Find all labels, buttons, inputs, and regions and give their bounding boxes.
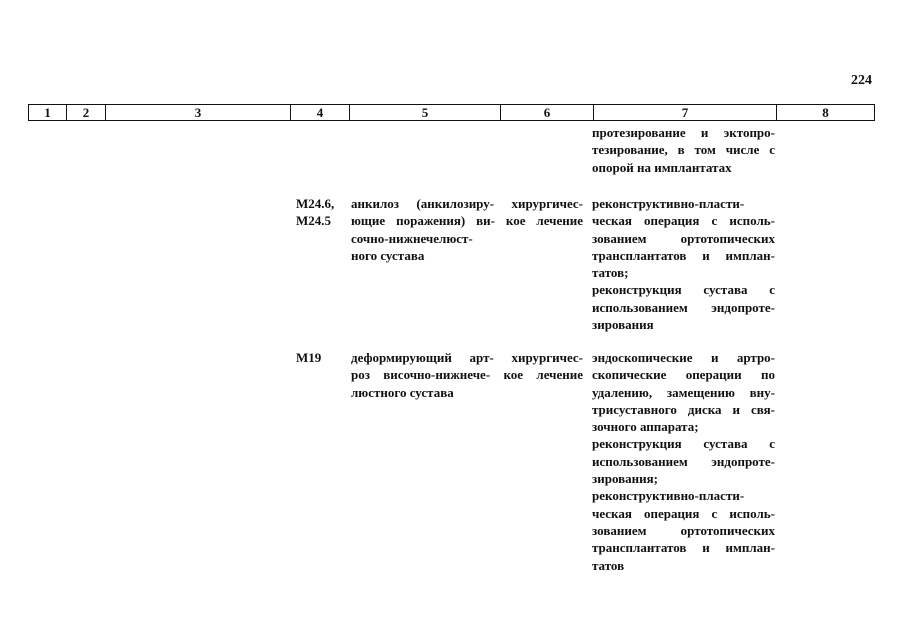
text-line: зирования bbox=[592, 317, 654, 333]
header-col-4: 4 bbox=[291, 105, 350, 120]
text-line: скопические операции по bbox=[592, 367, 775, 383]
row2-method bbox=[592, 349, 775, 574]
row1-diagnosis-treatment bbox=[351, 195, 583, 264]
header-col-6: 6 bbox=[501, 105, 594, 120]
text-line: татов bbox=[592, 557, 625, 573]
header-col-8: 8 bbox=[822, 105, 829, 120]
row2-diagnosis-treatment bbox=[351, 349, 583, 401]
text-line: зирования; bbox=[592, 471, 658, 487]
text-line: ческая операция с исполь- bbox=[592, 213, 775, 229]
header-col-3: 3 bbox=[106, 105, 291, 120]
text-line: M24.5 bbox=[296, 213, 332, 229]
text-line: сочно-нижнечелюст- bbox=[351, 230, 473, 246]
text-line: ческая операция с исполь- bbox=[592, 505, 775, 521]
text-line: трансплантатов и имплан- bbox=[592, 540, 775, 556]
header-col-7: 7 bbox=[594, 105, 777, 120]
header-col-1: 1 bbox=[29, 105, 67, 120]
header-col-5: 5 bbox=[350, 105, 501, 120]
text-line: эндоскопические и артро- bbox=[592, 350, 775, 365]
text-line: реконструкция сустава с bbox=[592, 282, 775, 298]
text-line: M19 bbox=[296, 350, 322, 365]
row2-code bbox=[296, 349, 321, 366]
text-line: зованием ортотопических bbox=[592, 230, 775, 246]
text-line: реконструктивно-пласти- bbox=[592, 196, 745, 211]
text-line: использованием эндопроте- bbox=[592, 299, 775, 315]
text-line: зочного аппарата; bbox=[592, 419, 699, 435]
text-line: ного сустава bbox=[351, 247, 425, 263]
text-line: трансплантатов и имплан- bbox=[592, 247, 775, 263]
text-line: удалению, замещению вну- bbox=[592, 384, 775, 400]
text-line: тезирование, в том числе с bbox=[592, 142, 775, 158]
row1-method bbox=[592, 195, 775, 333]
text-line: деформирующий арт- хирургичес- bbox=[351, 350, 583, 365]
text-line: ющие поражения) ви- кое лечение bbox=[351, 213, 583, 229]
header-col-2: 2 bbox=[67, 105, 106, 120]
text-line: протезирование и эктопро- bbox=[592, 125, 775, 140]
text-line: опорой на имплантатах bbox=[592, 159, 732, 175]
text-line: M24.6, bbox=[296, 196, 335, 211]
text-line: роз височно-нижнече- кое лечение bbox=[351, 367, 583, 383]
text-line: использованием эндопроте- bbox=[592, 453, 775, 469]
text-line: трисуставного диска и свя- bbox=[592, 401, 775, 417]
text-line: реконструкция сустава с bbox=[592, 436, 775, 452]
continuation-col7-text bbox=[592, 124, 775, 176]
text-line: реконструктивно-пласти- bbox=[592, 488, 745, 504]
text-line: зованием ортотопических bbox=[592, 522, 775, 538]
text-line: татов; bbox=[592, 265, 629, 281]
text-line: анкилоз (анкилозиру- хирургичес- bbox=[351, 196, 583, 211]
table-header-row bbox=[28, 104, 875, 121]
row1-code bbox=[296, 195, 334, 230]
page-number: 224 bbox=[851, 73, 872, 88]
text-line: люстного сустава bbox=[351, 384, 454, 400]
